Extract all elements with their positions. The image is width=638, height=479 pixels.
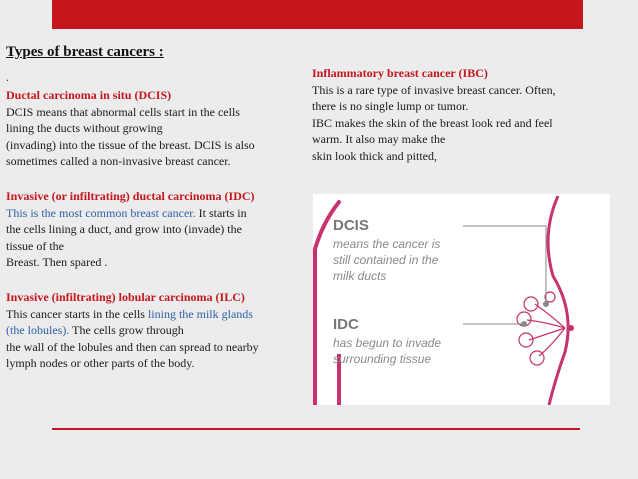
ilc-section <box>6 289 306 372</box>
ilc-line-start: This cancer starts in the cells <box>6 306 148 321</box>
bottom-accent-line <box>52 428 580 430</box>
dcis-desc-line: milk ducts <box>333 269 387 283</box>
dcis-label: DCIS <box>333 217 369 234</box>
dcis-section <box>6 87 306 170</box>
ilc-line <box>6 322 306 339</box>
idc-heading: Invasive (or infiltrating) ductal carcinoma (IDC) <box>6 189 255 203</box>
idc-desc-line: has begun to invade <box>333 336 442 350</box>
nipple <box>568 325 574 331</box>
idc-line <box>6 205 306 222</box>
ilc-highlight: lining the milk glands <box>147 306 253 321</box>
dcis-line: (invading) into the tissue of the breast. DCIS is also <box>6 137 255 152</box>
ibc-line: IBC makes the skin of the breast look red and feel <box>312 115 553 130</box>
ibc-line: there is no single lump or tumor. <box>312 99 469 113</box>
ibc-line: This is a rare type of invasive breast cancer. Often, <box>312 82 556 97</box>
idc-label: IDC <box>333 316 359 333</box>
milk-ducts <box>517 292 565 365</box>
ibc-line: warm. It also may make the <box>312 132 446 146</box>
dcis-desc-line: means the cancer is <box>333 237 441 251</box>
ibc-heading: Inflammatory breast cancer (IBC) <box>312 66 488 80</box>
idc-desc-line: surrounding tissue <box>333 352 432 366</box>
ilc-line <box>6 306 306 323</box>
dcis-line: lining the ducts without growing <box>6 121 163 135</box>
bullet-dot: . <box>6 70 9 84</box>
idc-pointer-dot <box>521 321 527 327</box>
page-title: Types of breast cancers : <box>6 44 164 60</box>
ilc-line: lymph nodes or other parts of the body. <box>6 356 195 370</box>
idc-line: Breast. Then spared . <box>6 255 108 269</box>
top-accent-bar <box>52 0 583 29</box>
dcis-pointer-line <box>463 226 546 302</box>
idc-highlight: This is the most common breast cancer. <box>6 205 196 220</box>
breast-diagram <box>313 194 610 405</box>
idc-line: tissue of the <box>6 238 64 253</box>
dcis-heading: Ductal carcinoma in situ (DCIS) <box>6 88 172 102</box>
diagram-svg <box>313 194 610 405</box>
ibc-line: skin look thick and pitted, <box>312 148 437 163</box>
dcis-line: sometimes called a non-invasive breast cancer. <box>6 154 231 168</box>
dcis-pointer-dot <box>543 301 549 307</box>
idc-line: the cells lining a duct, and grow into (invade) the <box>6 222 242 236</box>
idc-line-rest: It starts in <box>195 205 247 220</box>
ilc-highlight: (the lobules). <box>6 323 70 337</box>
dcis-desc-line: still contained in the <box>333 253 439 267</box>
ilc-line-rest: The cells grow through <box>69 323 184 337</box>
ilc-heading: Invasive (infiltrating) lobular carcinoma (ILC) <box>6 290 245 304</box>
ibc-section <box>312 65 632 164</box>
breast-outline <box>548 196 568 405</box>
ilc-line: the wall of the lobules and then can spread to nearby <box>6 339 259 354</box>
dcis-line: DCIS means that abnormal cells start in the cells <box>6 104 240 119</box>
idc-section <box>6 188 306 271</box>
